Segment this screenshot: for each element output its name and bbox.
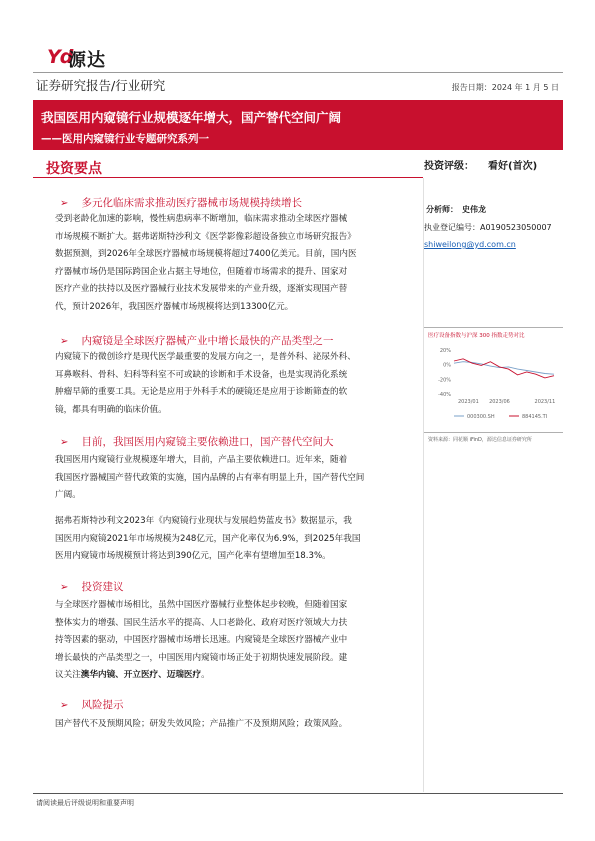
bullet-arrow-icon: ➢ bbox=[60, 582, 69, 593]
section-3-body: 我国医用内窥镜行业规模逐年增大，目前，产品主要依赖进口。近年来，随着 我国医疗器械国产替代政策的实施，国内品牌的占有率有明显上升，国产替代空间 广阔。 bbox=[55, 455, 365, 500]
x-tick-label: 2023/06 bbox=[489, 399, 510, 405]
y-tick-label: 0% bbox=[443, 362, 451, 369]
series-line-884145.TI bbox=[454, 359, 554, 378]
section-2-body: 内窥镜下的微创诊疗是现代医学最重要的发展方向之一，是普外科、泌尿外科、 耳鼻喉科、骨科、妇科等科室不可或缺的诊断和手术设备，也是实现消化系统 肿瘤早筛的重要工具。无论是应用于外科手术的硬镜还是应用于诊断筛查的软 镜，都具有明确的临床价值。 bbox=[55, 352, 356, 415]
footer-disclaimer: 请阅读最后评级说明和重要声明 bbox=[36, 799, 134, 807]
brand-logo-mark: Yd bbox=[47, 46, 73, 68]
section-3-heading: ➢ 目前，我国医用内窥镜主要依赖进口，国产替代空间大 bbox=[60, 436, 334, 448]
bullet-arrow-icon: ➢ bbox=[60, 437, 69, 448]
report-title: 我国医用内窥镜行业规模逐年增大，国产替代空间广阔 bbox=[41, 110, 342, 125]
report-date: 报告日期：2024 年 1 月 5 日 bbox=[451, 83, 559, 92]
analyst-cert: 执业登记编号：A0190523050007 bbox=[424, 223, 552, 232]
section-3-body-2: 据弗若斯特沙利文2023年《内窥镜行业现状与发展趋势蓝皮书》数据显示，我 国医用内窥镜2021年市场规模为248亿元，国产化率仅为6.9%，到2025年我国 医用内窥镜市场规模预计将达到390亿元，国产化率有望增加至18.3%。 bbox=[55, 516, 361, 561]
column-divider bbox=[423, 178, 424, 792]
bullet-arrow-icon: ➢ bbox=[60, 198, 69, 209]
section-1-heading: ➢ 多元化临床需求推动医疗器械市场规模持续增长 bbox=[60, 197, 302, 209]
y-tick-label: -20% bbox=[438, 377, 451, 384]
analyst-email[interactable]: shiweilong@yd.com.cn bbox=[424, 240, 516, 249]
section-heading: 投资要点 bbox=[46, 161, 102, 177]
chart-title: 医疗设备指数与沪深 300 指数走势对比 bbox=[428, 333, 525, 339]
report-subtitle: ——医用内窥镜行业专题研究系列一 bbox=[41, 133, 209, 145]
chart-source: 资料来源：同花顺 iFinD，源达信息证券研究所 bbox=[428, 437, 532, 443]
section-4-heading: ➢ 投资建议 bbox=[60, 581, 124, 593]
x-tick-label: 2023/11 bbox=[534, 399, 556, 405]
index-comparison-chart bbox=[424, 342, 563, 430]
brand-logo-text: 源达 bbox=[68, 50, 106, 71]
x-tick-label: 2023/01 bbox=[458, 399, 479, 405]
section-5-body: 国产替代不及预期风险；研发失效风险；产品推广不及预期风险；政策风险。 bbox=[55, 719, 348, 729]
chart-top-rule bbox=[424, 327, 563, 328]
section-4-body: 与全球医疗器械市场相比，虽然中国医疗器械行业整体起步较晚，但随着国家 整体实力的增强、国民生活水平的提高、人口老龄化、政府对医疗领域大力扶 持等因素的驱动，中国医疗器械市场增长迅速。内窥镜是全球医疗器械产业中 增长最快的产品类型之一，中国医用内窥镜市场正处于初期快速发展阶段。建 议关注澳华内镜、开立医疗、迈瑞医疗。 bbox=[55, 600, 348, 680]
rating-value: 看好(首次) bbox=[488, 161, 538, 172]
legend-label: 884145.TI bbox=[522, 414, 548, 420]
section-1-body: 受到老龄化加速的影响，慢性病患病率不断增加，临床需求推动全球医疗器械 市场规模不断扩大。据弗诺斯特沙利文《医学影像彩超设备独立市场研究报告》 数据预测，到2026年全球医疗器械市场规模将超过7400亿美元。目前，国内医 疗器械市场仍是国际跨国企业占据主导地位，但随着市场需求的提升、国家对 医疗产业的扶持以及医疗器械行业技术发展带来的产业升级，逐渐实现国产替 代，预计2026年，我国医疗器械市场规模将达到13300亿元。 bbox=[55, 214, 357, 312]
header-divider bbox=[33, 72, 563, 73]
y-tick-label: -40% bbox=[438, 392, 451, 398]
recommended-stocks: 澳华内镜、开立医疗、迈瑞医疗 bbox=[80, 670, 202, 680]
analyst-info: 分析师： 史伟龙 bbox=[426, 205, 486, 214]
report-type: 证券研究报告/行业研究 bbox=[36, 78, 166, 93]
bullet-arrow-icon: ➢ bbox=[60, 700, 69, 711]
section-2-heading: ➢ 内窥镜是全球医疗器械产业中增长最快的产品类型之一 bbox=[60, 335, 334, 347]
investment-rating bbox=[424, 157, 537, 172]
section-divider bbox=[33, 177, 423, 178]
footer-divider bbox=[33, 793, 563, 794]
legend-label: 000300.SH bbox=[467, 414, 495, 420]
section-5-heading: ➢ 风险提示 bbox=[60, 699, 124, 711]
y-tick-label: 20% bbox=[439, 348, 451, 354]
bullet-arrow-icon: ➢ bbox=[60, 336, 69, 347]
chart-bottom-rule bbox=[424, 432, 563, 433]
rating-label: 投资评级： bbox=[424, 161, 474, 172]
